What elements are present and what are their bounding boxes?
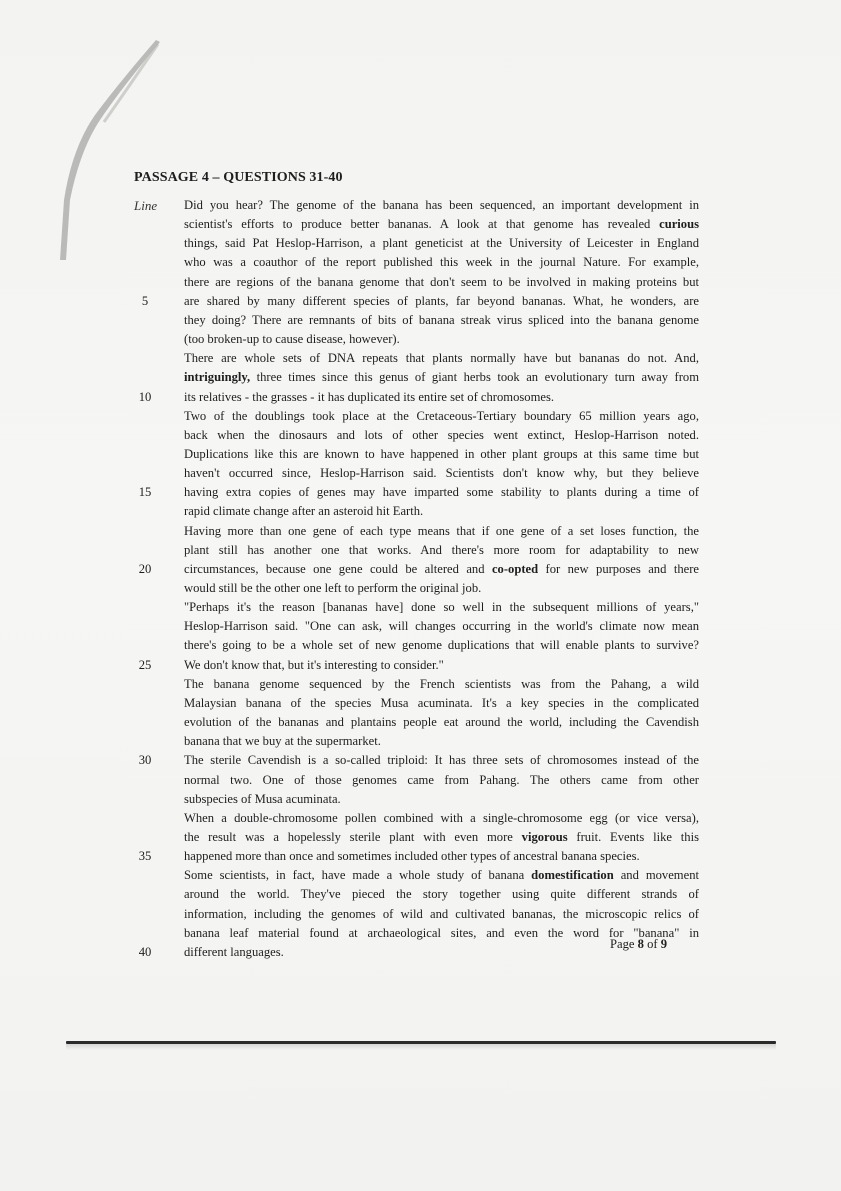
- passage-line: [184, 885, 699, 904]
- passage-line: [184, 790, 699, 809]
- line-text: fruit. Events like this: [567, 830, 699, 844]
- line-text: scientist's efforts to produce better bananas. A look at that genome has revealed: [184, 217, 660, 231]
- line-text: There are whole sets of DNA repeats that plants normally have but bananas do not. And,: [184, 351, 699, 365]
- line-text: Heslop-Harrison said. "One can ask, will changes occurring in the world's climate now mean: [184, 619, 699, 633]
- line-text: who was a coauthor of the report published this week in the journal Nature. For example,: [184, 255, 699, 269]
- passage-line: [184, 445, 699, 464]
- bold-term: co-opted: [491, 562, 539, 576]
- line-number: 15: [138, 485, 152, 499]
- line-text: Duplications like this are known to have happened in other plant groups at this same time but: [184, 447, 699, 461]
- passage-line: [184, 234, 699, 253]
- bold-term: curious: [659, 217, 699, 231]
- line-column-label: Line: [134, 198, 158, 213]
- line-text: things, said Pat Heslop-Harrison, a plant geneticist at the University of Leicester in England: [184, 236, 699, 250]
- passage-line: [184, 713, 699, 732]
- line-number: 30: [138, 753, 152, 767]
- passage-line: [184, 617, 699, 636]
- passage-line: [184, 732, 699, 751]
- line-text: happened more than once and sometimes included other types of ancestral banana species.: [184, 849, 640, 863]
- passage-line: [184, 483, 699, 502]
- passage-line: [184, 656, 699, 675]
- page-number-prefix: Page: [610, 937, 638, 951]
- page-number: [610, 936, 667, 952]
- line-text: The sterile Cavendish is a so-called triploid: It has three sets of chromosomes instead of the: [184, 753, 699, 767]
- line-number: 25: [138, 658, 152, 672]
- line-text: around the world. They've pieced the story together using quite different strands of: [184, 887, 699, 901]
- line-text: they doing? There are remnants of bits of banana streak virus spliced into the banana genome: [184, 313, 699, 327]
- line-number: 40: [138, 945, 152, 959]
- passage-line: [184, 273, 699, 292]
- passage-line: [184, 598, 699, 617]
- line-text: evolution of the bananas and plantains people eat around the world, including the Cavendish: [184, 715, 699, 729]
- passage-line: [184, 828, 699, 847]
- passage-line: [184, 541, 699, 560]
- passage-line: [184, 751, 699, 770]
- passage-line: [184, 368, 699, 387]
- passage-line: [184, 330, 699, 349]
- passage-line: [184, 866, 699, 885]
- passage-line: [184, 675, 699, 694]
- line-text: information, including the genomes of wild and cultivated bananas, the microscopic relics of: [184, 907, 699, 921]
- passage-line: [184, 905, 699, 924]
- line-text: Malaysian banana of the species Musa acuminata. It's a key species in the complicated: [184, 696, 699, 710]
- line-text: Two of the doublings took place at the Cretaceous-Tertiary boundary 65 million years ago,: [184, 409, 699, 423]
- passage-line: [184, 771, 699, 790]
- line-text: normal two. One of those genomes came from Pahang. The others came from other: [184, 773, 699, 787]
- passage-line: [184, 694, 699, 713]
- line-text: banana leaf material found at archaeological sites, and even the word for "banana" in: [184, 926, 699, 940]
- passage-line: [184, 636, 699, 655]
- line-number: 20: [138, 562, 152, 576]
- page-number-middle: of: [643, 937, 661, 951]
- passage-line: [184, 579, 699, 598]
- page-number-total: 9: [660, 937, 668, 951]
- passage-heading: PASSAGE 4 – QUESTIONS 31-40: [134, 170, 343, 185]
- line-number: 5: [141, 294, 149, 308]
- passage-line: [184, 407, 699, 426]
- bold-term: domestification: [531, 868, 614, 882]
- line-text: Did you hear? The genome of the banana has been sequenced, an important development in: [184, 198, 699, 212]
- passage-line: [184, 311, 699, 330]
- line-text: three times since this genus of giant herbs took an evolutionary turn away from: [250, 370, 699, 384]
- line-text: Some scientists, in fact, have made a whole study of banana: [184, 868, 532, 882]
- line-text: "Perhaps it's the reason [bananas have] done so well in the subsequent millions of years,": [184, 600, 699, 614]
- passage-line: [184, 502, 699, 521]
- line-text: there are regions of the banana genome that don't seem to be involved in making proteins but: [184, 275, 699, 289]
- line-text: subspecies of Musa acuminata.: [184, 792, 341, 806]
- passage-line: [184, 522, 699, 541]
- line-text: for new purposes and there: [538, 562, 699, 576]
- passage-line: [184, 426, 699, 445]
- line-text: different languages.: [184, 945, 284, 959]
- line-text: haven't occurred since, Heslop-Harrison said. Scientists don't know why, but they believe: [184, 466, 699, 480]
- line-text: We don't know that, but it's interesting to consider.": [184, 658, 444, 672]
- page-number-current: 8: [637, 937, 644, 951]
- bold-term: vigorous: [521, 830, 568, 844]
- passage-line: [184, 196, 699, 215]
- line-text: banana that we buy at the supermarket.: [184, 734, 381, 748]
- passage-line: [184, 349, 699, 368]
- passage-line: [184, 847, 699, 866]
- line-text: rapid climate change after an asteroid hit Earth.: [184, 504, 424, 518]
- passage-line: [184, 292, 699, 311]
- passage-line: [184, 464, 699, 483]
- line-number: 35: [138, 849, 152, 863]
- line-text: When a double-chromosome pollen combined with a single-chromosome egg (or vice versa),: [184, 811, 699, 825]
- line-number: 10: [138, 390, 152, 404]
- passage-line: [184, 253, 699, 272]
- line-text: would still be the other one left to perform the original job.: [184, 581, 482, 595]
- line-text: having extra copies of genes may have imparted some stability to plants during a time of: [184, 485, 699, 499]
- line-text: back when the dinosaurs and lots of other species went extinct, Heslop-Harrison noted.: [184, 428, 699, 442]
- passage-line: [184, 560, 699, 579]
- line-text: there's going to be a whole set of new genome duplications that will enable plants to survive?: [184, 638, 699, 652]
- passage-line: [184, 388, 699, 407]
- line-text: plant still has another one that works. And there's more room for adaptability to new: [184, 543, 699, 557]
- line-text: circumstances, because one gene could be altered and: [184, 562, 492, 576]
- line-text: Having more than one gene of each type means that if one gene of a set loses function, the: [184, 524, 699, 538]
- line-text: its relatives - the grasses - it has duplicated its entire set of chromosomes.: [184, 390, 555, 404]
- line-text: The banana genome sequenced by the French scientists was from the Pahang, a wild: [184, 677, 699, 691]
- bold-term: intriguingly,: [184, 370, 251, 384]
- passage-line: [184, 215, 699, 234]
- line-text: are shared by many different species of plants, far beyond bananas. What, he wonders, are: [184, 294, 699, 308]
- passage-line: [184, 809, 699, 828]
- page-bottom-shadow: [66, 1044, 776, 1050]
- line-text: the result was a hopelessly sterile plant with even more: [184, 830, 522, 844]
- line-text: and movement: [613, 868, 699, 882]
- line-text: (too broken-up to cause disease, however).: [184, 332, 400, 346]
